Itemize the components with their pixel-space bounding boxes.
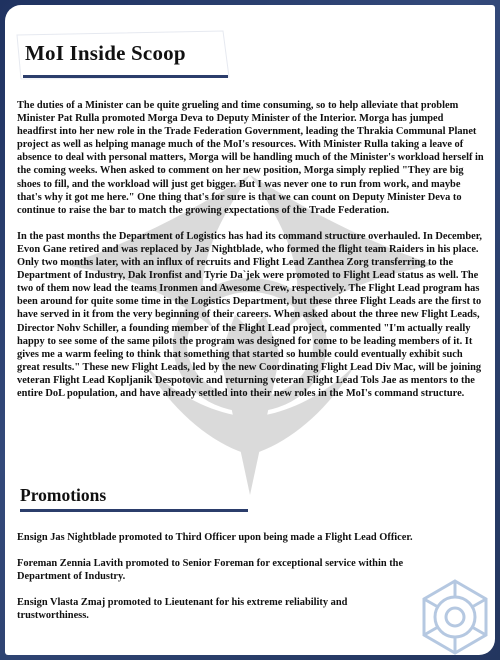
title-underline (23, 75, 228, 78)
promotion-item: Foreman Zennia Lavith promoted to Senior Foreman for exceptional service within the Department of Industry. (17, 558, 404, 583)
promotion-item: Ensign Vlasta Zmaj promoted to Lieutenant for his extreme reliability and trustworthiness. (17, 597, 348, 622)
trade-federation-insignia-icon (415, 577, 495, 655)
article-logistics-restructure: In the past months the Department of Logistics has had its command structure overhauled. In December, Evon Gane retired and was replaced by Jas Nightblade, who formed the flight team Raiders in his place. Only two months later, with an influx of recruits and Flight Lead Zanthea Zorg transferring to the Department of Industry, Dak Ironfist and Tyrie Da`jek were promoted to Flight Lead status as well. The two of them now lead the teams Ironmen and Awesome Crew, respectively. The Flight Lead program has been around for quite some time in the Logistics Department, but these three Flight Leads are the first to have served in it from the very beginning of their careers. When asked about the three new Flight Leads, Director Nohv Schiller, a founding member of the Flight Lead project, commented "I'm actually really happy to see some of the same pilots the program was designed for come to be leading members of it. It gives me a warm feeling to think that something that started so humble could eventually exhibit such great results." These new Flight Leads, led by the new Coordinating Flight Lead Div Mac, will be joining veteran Flight Lead Kopljanik Despotovic and returning veteran Flight Lead Tols Jae as mentors to the entire DoL population, and have already settled into their new roles in the MoI's command structure. (17, 230, 482, 399)
articles (17, 99, 485, 413)
promotions-list (17, 531, 417, 635)
article-deputy-minister: The duties of a Minister can be quite grueling and time consuming, so to help alleviate that problem Minister Pat Rulla promoted Morga Deva to Deputy Minister of the Interior. Morga has jumped headfirst into her new role in the Trade Federation Government, leading the Thrakia Communal Planet project as well as helping manage much of the MoI's resources. With Minister Rulla taking a leave of absence to deal with personal matters, Morga will be handling much of the Minister's workload herself in the coming weeks. When asked to comment on her new position, Morga simply replied "They are big shoes to fill, and the workload will just get bigger. But I was never one to run from work, and maybe that's why it got me here." One thing that's for sure is that we can count on Deputy Minister Deva to continue to raise the bar to match the growing expectations of the Trade Federation. (17, 100, 484, 216)
promotions-heading: Promotions (20, 485, 107, 505)
newsletter-page (5, 5, 495, 655)
promotion-item: Ensign Jas Nightblade promoted to Third Officer upon being made a Flight Lead Officer. (17, 532, 413, 543)
newsletter-title: MoI Inside Scoop (25, 41, 186, 65)
promotions-underline (20, 509, 248, 512)
